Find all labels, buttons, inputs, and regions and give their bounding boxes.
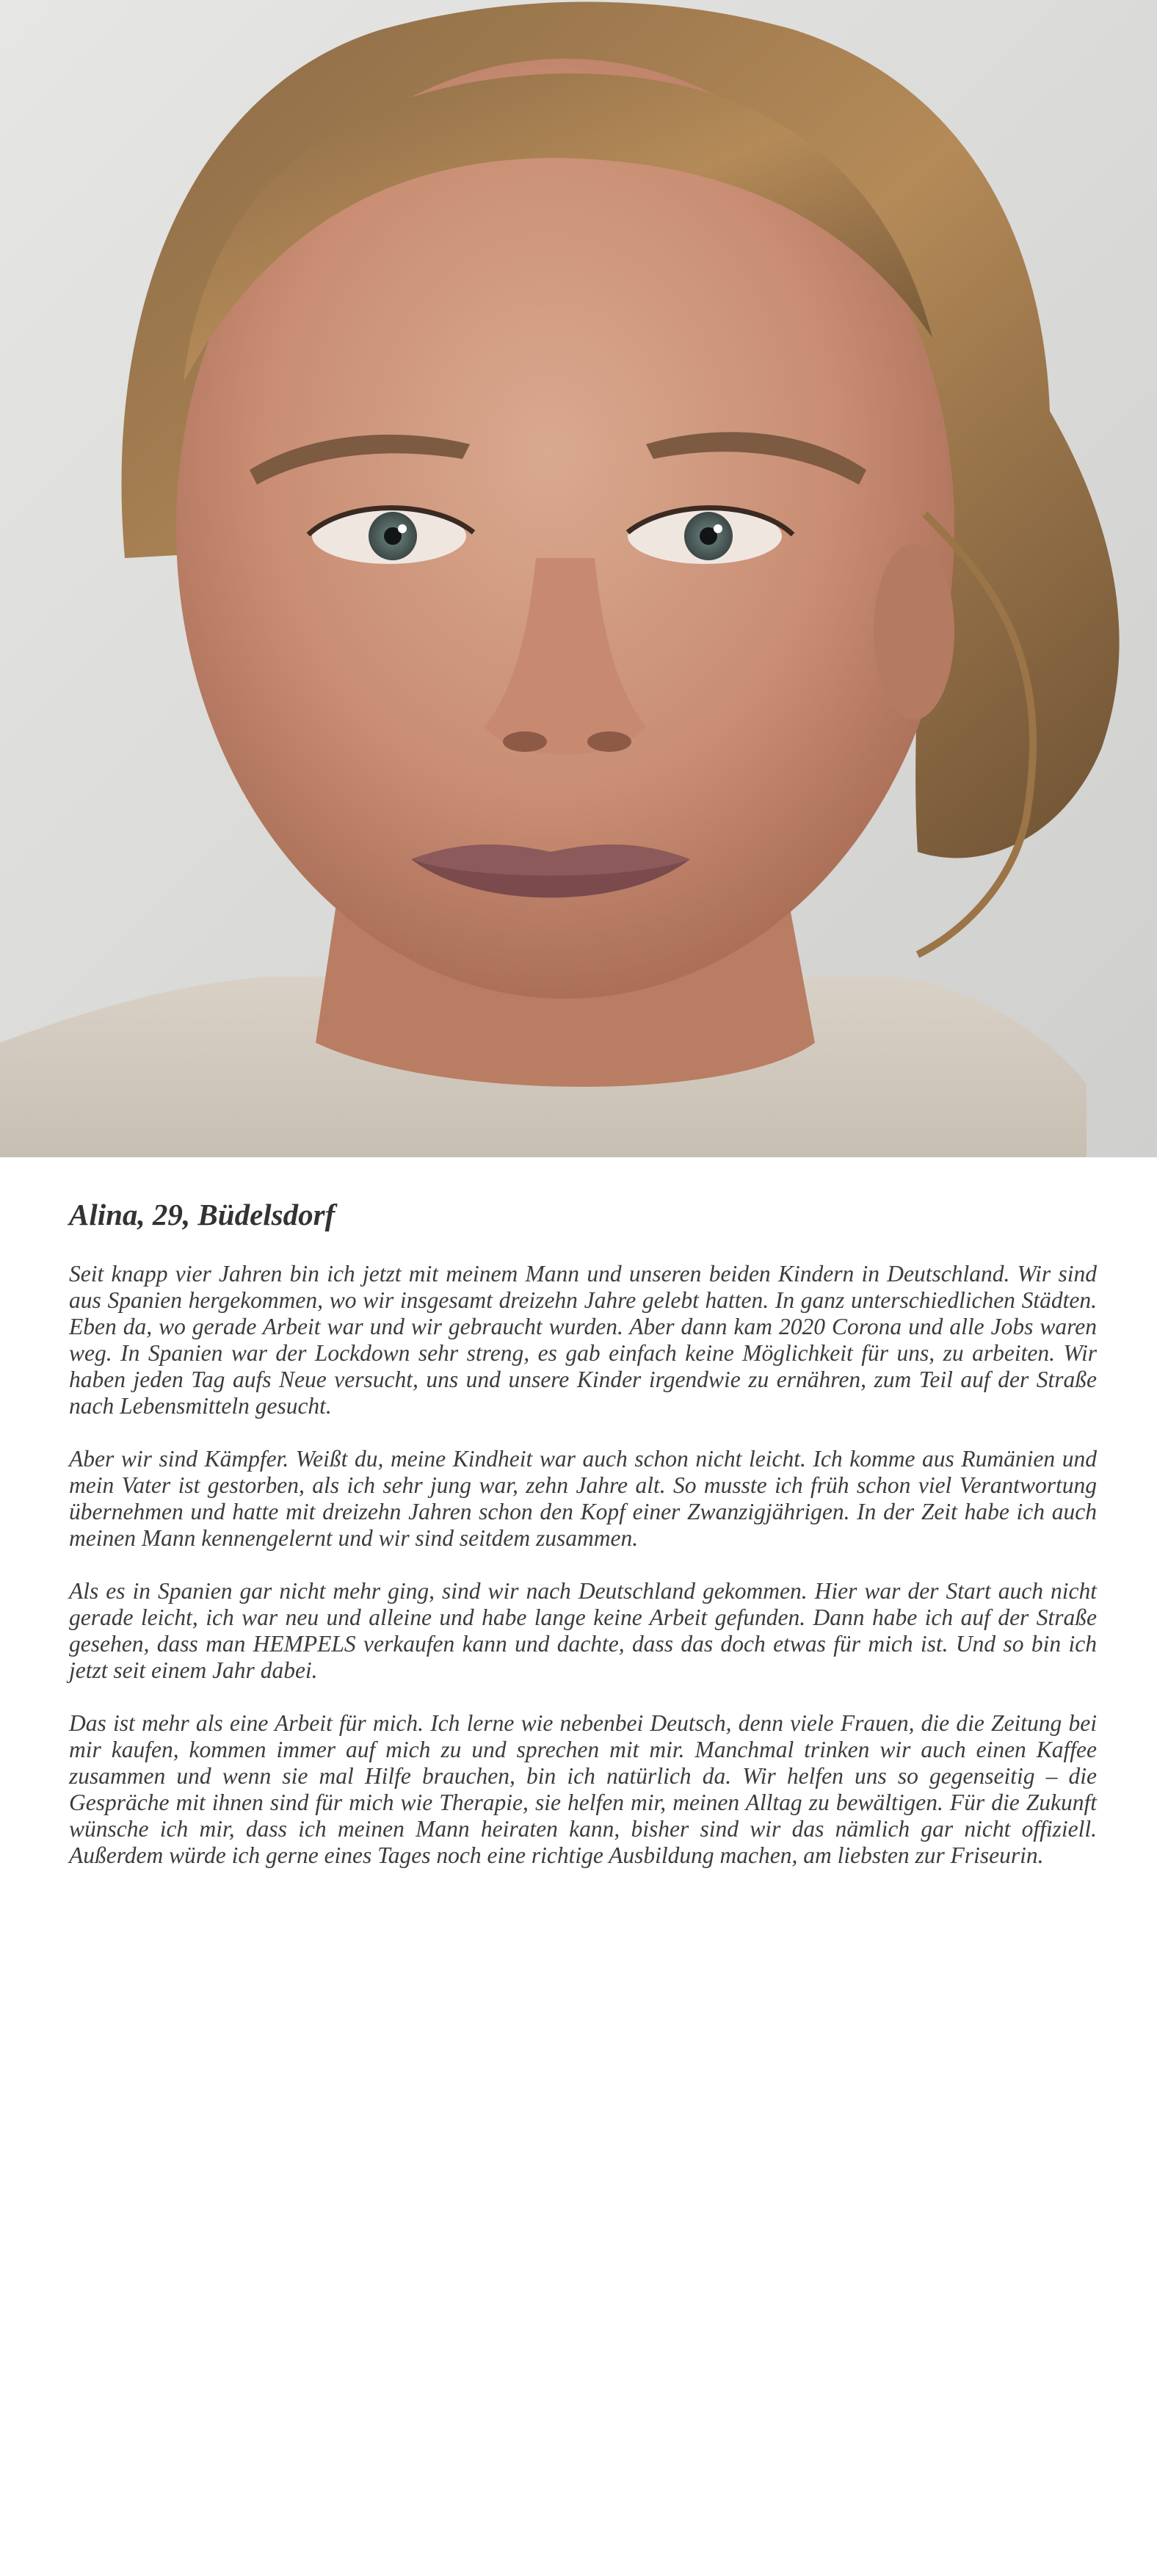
- portrait-photo: [0, 0, 1157, 1157]
- article-paragraph: Als es in Spanien gar nicht mehr ging, sind wir nach Deutschland gekommen. Hier war der Start auch nicht gerade leicht, ich war neu und alleine und habe lange keine Arbeit gefunden. Dann habe ich auf der Straße gesehen, dass man HEMPELS verkaufen kann und dachte, dass das doch etwas für mich ist. Und so bin ich jetzt seit einem Jahr dabei.: [69, 1578, 1097, 1684]
- article-paragraph: Seit knapp vier Jahren bin ich jetzt mit meinem Mann und unseren beiden Kindern in Deutschland. Wir sind aus Spanien hergekommen, wo wir insgesamt dreizehn Jahre gelebt hatten. In ganz unterschiedlichen Städten. Eben da, wo gerade Arbeit war und wir gebraucht wurden. Aber dann kam 2020 Corona und alle Jobs waren weg. In Spanien war der Lockdown sehr streng, es gab einfach keine Möglichkeit für uns, zu arbeiten. Wir haben jeden Tag aufs Neue versucht, uns und unsere Kinder irgendwie zu ernähren, zum Teil auf der Straße nach Lebensmitteln gesucht.: [69, 1261, 1097, 1419]
- article-paragraph: Aber wir sind Kämpfer. Weißt du, meine Kindheit war auch schon nicht leicht. Ich komme aus Rumänien und mein Vater ist gestorben, als ich sehr jung war, zehn Jahre alt. So musste ich früh schon viel Verantwortung übernehmen und hatte mit dreizehn Jahren schon den Kopf einer Zwanzigjährigen. In der Zeit habe ich auch meinen Mann kennengelernt und wir sind seitdem zusammen.: [69, 1446, 1097, 1552]
- article-paragraph: Das ist mehr als eine Arbeit für mich. Ich lerne wie nebenbei Deutsch, denn viele Frauen, die die Zeitung bei mir kaufen, kommen immer auf mich zu und sprechen mit mir. Manchmal trinken wir auch einen Kaffee zusammen und wenn sie mal Hilfe brauchen, bin ich natürlich da. Wir helfen uns so gegenseitig – die Gespräche mit ihnen sind für mich wie Therapie, sie helfen mir, meinen Alltag zu bewältigen. Für die Zukunft wünsche ich mir, dass ich meinen Mann heiraten kann, bisher sind wir das nämlich gar nicht offiziell. Außerdem würde ich gerne eines Tages noch eine richtige Ausbildung machen, am liebsten zur Friseurin.: [69, 1710, 1097, 1869]
- article-headline: Alina, 29, Büdelsdorf: [69, 1198, 336, 1231]
- portrait-illustration: [0, 0, 1157, 1157]
- article: [69, 1197, 1097, 1895]
